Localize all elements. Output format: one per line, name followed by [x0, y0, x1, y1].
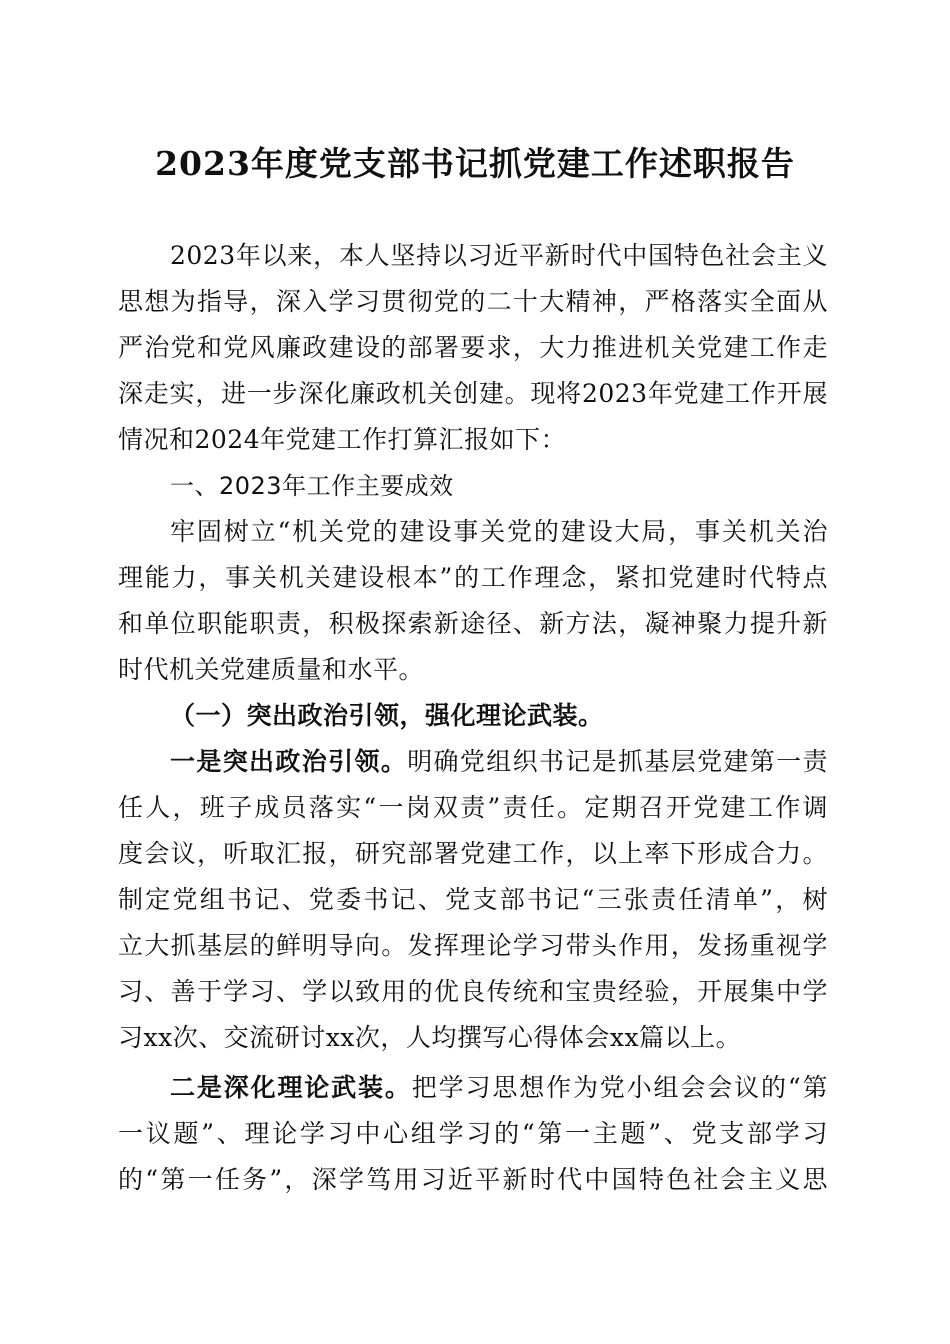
para1-first-line — [118, 739, 828, 785]
para2-lead: 二是深化理论武装。 — [170, 1073, 412, 1102]
intro-line: 深走实，进一步深化廉政机关创建。现将2023年党建工作开展 — [118, 379, 828, 408]
para2-first-rest: 把学习思想作为党小组会会议的“第 — [411, 1073, 828, 1102]
para1-line: 习xx次、交流研讨xx次，人均撰写心得体会xx篇以上。 — [118, 1023, 742, 1052]
para1-line: 制定党组书记、党委书记、党支部书记“三张责任清单”，树 — [118, 885, 828, 914]
section1-line: 牢固树立“机关党的建设事关党的建设大局，事关机关治 — [170, 517, 828, 546]
para1-line: 习、善于学习、学以致用的优良传统和宝贵经验，开展集中学 — [118, 977, 828, 1006]
intro-line: 思想为指导，深入学习贯彻党的二十大精神，严格落实全面从 — [118, 287, 828, 316]
para2-first-line — [118, 1065, 828, 1111]
para1-lead: 一是突出政治引领。 — [170, 747, 408, 776]
para1-line: 立大抓基层的鲜明导向。发挥理论学习带头作用，发扬重视学 — [118, 931, 828, 960]
intro-line: 2023年以来，本人坚持以习近平新时代中国特色社会主义 — [170, 241, 828, 270]
document-body — [118, 233, 828, 1203]
intro-line: 情况和2024年党建工作打算汇报如下： — [118, 425, 567, 454]
intro-line: 严治党和党风廉政建设的部署要求，大力推进机关党建工作走 — [118, 333, 828, 362]
section-heading: 一、2023年工作主要成效 — [170, 472, 454, 500]
para2-line: 一议题”、理论学习中心组学习的“第一主题”、党支部学习 — [118, 1119, 828, 1148]
section1-line: 理能力，事关机关建设根本”的工作理念，紧扣党建时代特点 — [118, 563, 828, 592]
document-title: 2023年度党支部书记抓党建工作述职报告 — [155, 144, 795, 183]
para2-line: 的“第一任务”，深学笃用习近平新时代中国特色社会主义思 — [118, 1165, 828, 1194]
section1-line: 时代机关党建质量和水平。 — [118, 655, 425, 684]
para1-line: 任人，班子成员落实“一岗双责”责任。定期召开党建工作调 — [118, 793, 828, 822]
subsection-heading: （一）突出政治引领，强化理论武装。 — [170, 701, 604, 730]
para1-line: 度会议，听取汇报，研究部署党建工作，以上率下形成合力。 — [118, 839, 828, 868]
section1-line: 和单位职能职责，积极探索新途径、新方法，凝神聚力提升新 — [118, 609, 828, 638]
para1-first-rest: 明确党组织书记是抓基层党建第一责 — [407, 747, 828, 776]
